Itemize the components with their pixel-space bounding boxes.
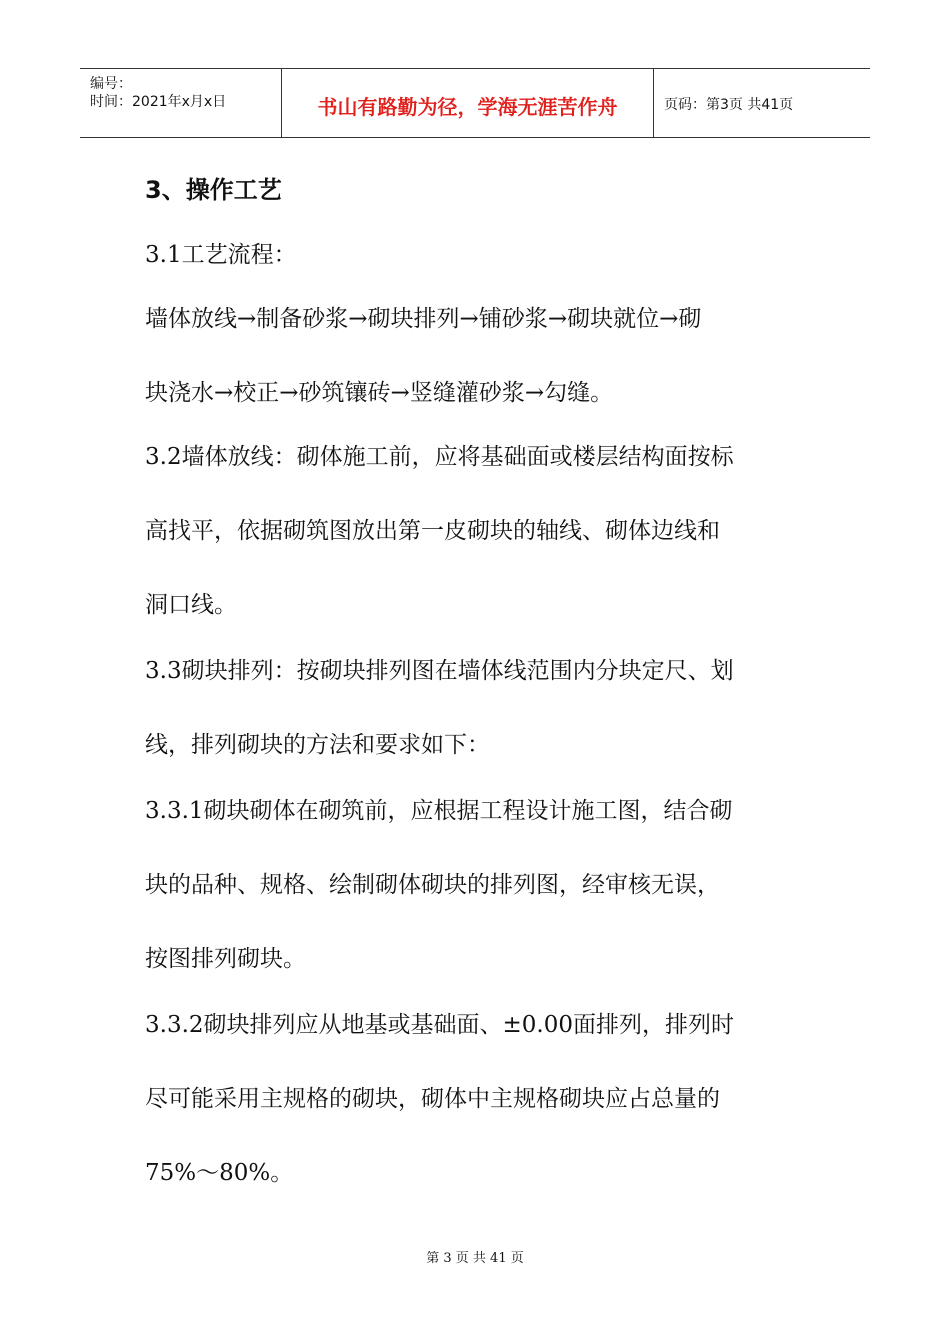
section-heading: 3、操作工艺 bbox=[145, 176, 282, 204]
paragraph-line: 3.2墙体放线：砌体施工前，应将基础面或楼层结构面按标 bbox=[145, 444, 734, 470]
document-number-label: 编号： bbox=[90, 76, 132, 92]
paragraph-line: 3.1工艺流程： bbox=[145, 242, 297, 268]
header-motto-cell bbox=[282, 69, 654, 137]
document-time-label: 时间：2021年x月x日 bbox=[90, 94, 227, 110]
paragraph-line: 3.3砌块排列：按砌块排列图在墙体线范围内分块定尺、划 bbox=[145, 658, 734, 684]
paragraph-line: 墙体放线→制备砂浆→砌块排列→铺砂浆→砌块就位→砌 bbox=[145, 306, 702, 332]
paragraph-line: 线，排列砌块的方法和要求如下： bbox=[145, 732, 490, 758]
paragraph-line: 洞口线。 bbox=[145, 592, 237, 618]
paragraph-line: 3.3.1砌块砌体在砌筑前，应根据工程设计施工图，结合砌 bbox=[145, 798, 733, 824]
paragraph-line: 3.3.2砌块排列应从地基或基础面、±0.00面排列，排列时 bbox=[145, 1012, 735, 1038]
header-page-info: 页码：第3页 共41页 bbox=[664, 97, 794, 113]
paragraph-line: 按图排列砌块。 bbox=[145, 946, 306, 972]
header-motto: 书山有路勤为径，学海无涯苦作舟 bbox=[317, 95, 618, 119]
header-page-cell bbox=[654, 69, 870, 137]
document-header bbox=[80, 68, 870, 138]
paragraph-line: 尽可能采用主规格的砌块，砌体中主规格砌块应占总量的 bbox=[145, 1086, 720, 1112]
paragraph-line: 块浇水→校正→砂筑镶砖→竖缝灌砂浆→勾缝。 bbox=[145, 380, 614, 406]
paragraph-line: 75%～80%。 bbox=[145, 1160, 294, 1186]
paragraph-line: 高找平，依据砌筑图放出第一皮砌块的轴线、砌体边线和 bbox=[145, 518, 720, 544]
paragraph-line: 块的品种、规格、绘制砌体砌块的排列图，经审核无误， bbox=[145, 872, 720, 898]
page-footer: 第 3 页 共 41 页 bbox=[426, 1251, 524, 1266]
header-meta-cell bbox=[80, 69, 282, 137]
